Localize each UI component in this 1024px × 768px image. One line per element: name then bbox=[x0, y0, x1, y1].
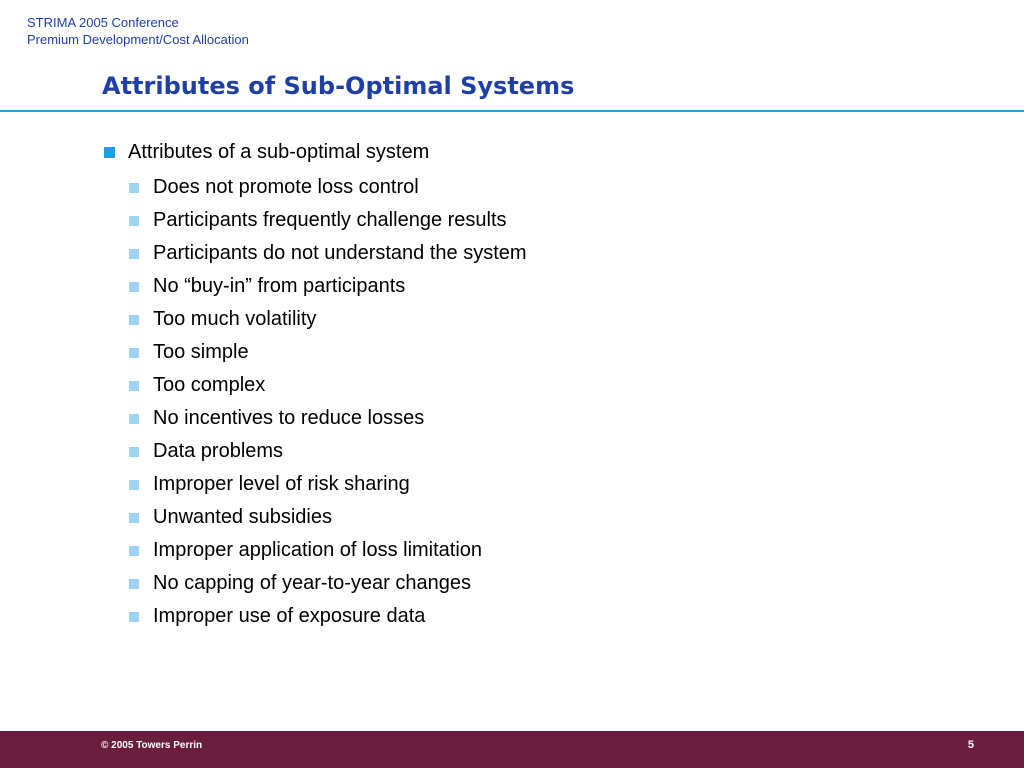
square-bullet-icon bbox=[129, 414, 139, 424]
sub-bullet-item bbox=[129, 369, 984, 402]
sub-bullet-item bbox=[129, 171, 984, 204]
square-bullet-icon bbox=[129, 612, 139, 622]
sub-bullet-text: Too simple bbox=[153, 341, 249, 363]
sub-bullet-item bbox=[129, 567, 984, 600]
sub-bullet-text: Too complex bbox=[153, 374, 266, 396]
sub-bullet-item bbox=[129, 468, 984, 501]
sub-bullet-text: Improper level of risk sharing bbox=[153, 473, 410, 495]
sub-bullet-item bbox=[129, 270, 984, 303]
copyright-text: © 2005 Towers Perrin bbox=[101, 740, 203, 751]
presentation-subtitle: Premium Development/Cost Allocation bbox=[27, 32, 249, 47]
sub-bullet-text: No “buy-in” from participants bbox=[153, 275, 406, 297]
sub-bullet-text: Does not promote loss control bbox=[153, 176, 419, 198]
title-divider bbox=[0, 110, 1024, 112]
sub-bullet-item bbox=[129, 501, 984, 534]
sub-bullet-item bbox=[129, 204, 984, 237]
main-bullet-text: Attributes of a sub-optimal system bbox=[128, 140, 430, 163]
sub-bullet-text: Participants frequently challenge results bbox=[153, 209, 507, 231]
square-bullet-icon bbox=[129, 348, 139, 358]
page-number: 5 bbox=[967, 739, 974, 751]
conference-name: STRIMA 2005 Conference bbox=[27, 15, 179, 30]
square-bullet-icon bbox=[129, 579, 139, 589]
sub-bullet-item bbox=[129, 600, 984, 633]
sub-bullet-item bbox=[129, 402, 984, 435]
square-bullet-icon bbox=[129, 546, 139, 556]
sub-bullet-text: No capping of year-to-year changes bbox=[153, 572, 471, 594]
square-bullet-icon bbox=[129, 315, 139, 325]
sub-bullet-text: Too much volatility bbox=[153, 308, 317, 330]
main-bullet-item bbox=[104, 138, 984, 166]
sub-bullet-item bbox=[129, 336, 984, 369]
slide-title: Attributes of Sub-Optimal Systems bbox=[102, 72, 575, 100]
square-bullet-icon bbox=[129, 216, 139, 226]
sub-bullet-item bbox=[129, 303, 984, 336]
footer-bar bbox=[0, 731, 1024, 768]
sub-bullet-item bbox=[129, 435, 984, 468]
sub-bullet-item bbox=[129, 534, 984, 567]
sub-bullet-text: Unwanted subsidies bbox=[153, 506, 332, 528]
sub-bullet-text: No incentives to reduce losses bbox=[153, 407, 425, 429]
square-bullet-icon bbox=[129, 480, 139, 490]
square-bullet-icon bbox=[104, 147, 115, 158]
square-bullet-icon bbox=[129, 282, 139, 292]
sub-bullet-text: Participants do not understand the system bbox=[153, 242, 527, 264]
square-bullet-icon bbox=[129, 447, 139, 457]
header bbox=[27, 14, 249, 48]
square-bullet-icon bbox=[129, 183, 139, 193]
slide-content bbox=[104, 138, 984, 633]
square-bullet-icon bbox=[129, 381, 139, 391]
square-bullet-icon bbox=[129, 249, 139, 259]
sub-bullet-text: Data problems bbox=[153, 440, 284, 462]
square-bullet-icon bbox=[129, 513, 139, 523]
sub-bullet-text: Improper application of loss limitation bbox=[153, 539, 483, 561]
sub-bullet-text: Improper use of exposure data bbox=[153, 605, 426, 627]
sub-bullet-item bbox=[129, 237, 984, 270]
sub-bullet-list bbox=[129, 171, 984, 633]
